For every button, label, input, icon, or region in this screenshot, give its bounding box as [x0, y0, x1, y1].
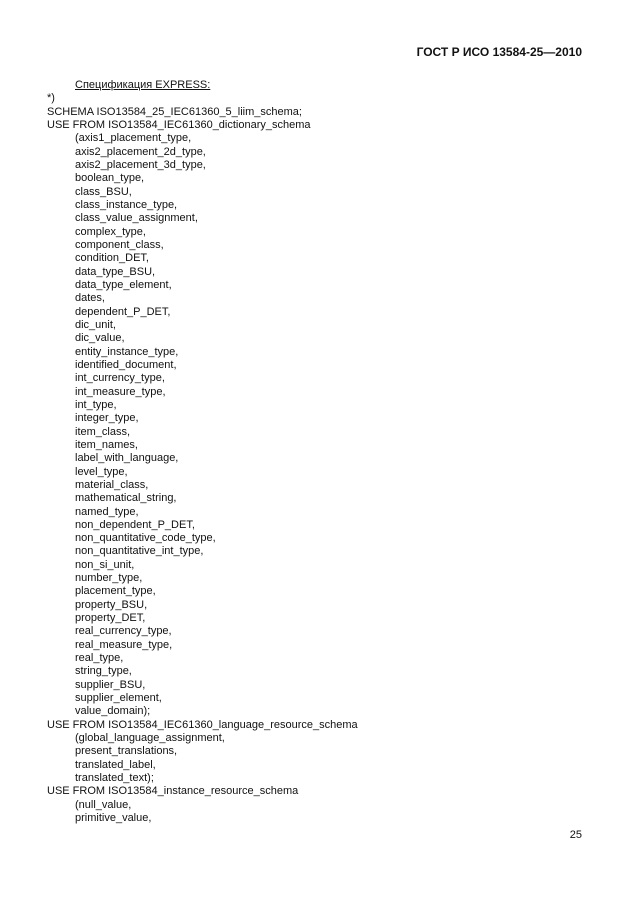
schema-item: int_measure_type, [75, 385, 166, 398]
schema-item: integer_type, [75, 412, 139, 425]
schema-item: (axis1_placement_type, [75, 132, 192, 145]
use-from-instance-header: USE FROM ISO13584_instance_resource_schema [47, 785, 299, 798]
schema-item: class_value_assignment, [75, 212, 198, 225]
schema-item: translated_text); [75, 772, 154, 785]
schema-item: property_DET, [75, 612, 146, 625]
schema-item: int_type, [75, 398, 117, 411]
schema-item: identified_document, [75, 358, 177, 371]
use-from-language-header: USE FROM ISO13584_IEC61360_language_resource_schema [47, 718, 358, 731]
schema-item: complex_type, [75, 225, 146, 238]
schema-item: named_type, [75, 505, 139, 518]
express-specification [47, 79, 590, 825]
use-from-dictionary-list [47, 132, 590, 718]
schema-item: axis2_placement_3d_type, [75, 158, 206, 171]
schema-item: component_class, [75, 238, 164, 251]
schema-item: supplier_element, [75, 692, 162, 705]
schema-item: label_with_language, [75, 452, 179, 465]
schema-item: non_quantitative_code_type, [75, 532, 216, 545]
schema-item: supplier_BSU, [75, 678, 146, 691]
schema-item: axis2_placement_2d_type, [75, 145, 206, 158]
schema-item: condition_DET, [75, 252, 149, 265]
schema-item: placement_type, [75, 585, 156, 598]
schema-item: non_quantitative_int_type, [75, 545, 204, 558]
schema-item: data_type_element, [75, 278, 172, 291]
schema-item: class_BSU, [75, 185, 132, 198]
schema-item: dic_unit, [75, 318, 116, 331]
schema-item: number_type, [75, 572, 143, 585]
use-from-dictionary-header: USE FROM ISO13584_IEC61360_dictionary_schema [47, 118, 311, 131]
schema-item: translated_label, [75, 758, 156, 771]
schema-item: property_BSU, [75, 598, 148, 611]
schema-item: primitive_value, [75, 812, 152, 825]
schema-item: boolean_type, [75, 172, 145, 185]
schema-item: dic_value, [75, 332, 125, 345]
comment-close: *) [47, 92, 55, 105]
schema-item: real_measure_type, [75, 638, 173, 651]
schema-item: level_type, [75, 465, 128, 478]
schema-item: data_type_BSU, [75, 265, 156, 278]
schema-item: item_class, [75, 425, 131, 438]
schema-item: dependent_P_DET, [75, 305, 171, 318]
schema-item: non_dependent_P_DET, [75, 518, 195, 531]
schema-item: non_si_unit, [75, 558, 135, 571]
schema-item: entity_instance_type, [75, 345, 179, 358]
schema-item: (global_language_assignment, [75, 732, 225, 745]
schema-item: int_currency_type, [75, 372, 165, 385]
document-header: ГОСТ Р ИСО 13584-25—2010 [416, 45, 582, 59]
schema-item: real_currency_type, [75, 625, 172, 638]
page-number: 25 [569, 829, 582, 841]
schema-item: string_type, [75, 665, 132, 678]
schema-item: real_type, [75, 652, 124, 665]
schema-item: present_translations, [75, 745, 178, 758]
schema-item: dates, [75, 292, 105, 305]
schema-item: value_domain); [75, 705, 151, 718]
use-from-language-list [47, 732, 590, 785]
schema-line: SCHEMA ISO13584_25_IEC61360_5_liim_schema; [47, 105, 302, 118]
schema-item: item_names, [75, 438, 138, 451]
schema-item: (null_value, [75, 798, 132, 811]
schema-item: class_instance_type, [75, 198, 178, 211]
schema-item: material_class, [75, 478, 149, 491]
spec-title: Спецификация EXPRESS: [75, 79, 211, 91]
use-from-instance-list [47, 799, 590, 826]
schema-item: mathematical_string, [75, 492, 177, 505]
